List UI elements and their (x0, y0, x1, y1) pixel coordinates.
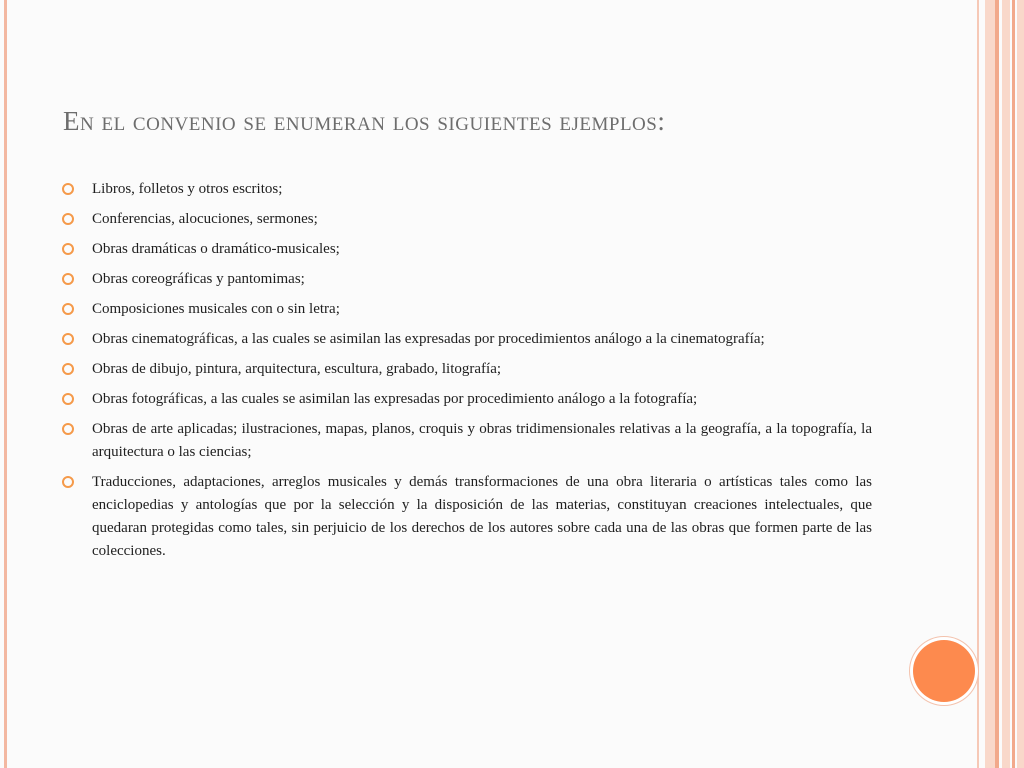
slide-title: En el convenio se enumeran los siguientes ejemplos: (63, 106, 666, 136)
right-decor-stripe (995, 0, 999, 768)
list-item (62, 208, 872, 231)
right-decor-stripe (1002, 0, 1010, 768)
list-item-text: Traducciones, adaptaciones, arreglos musicales y demás transformaciones de una obra literaria o artísticas tales como las enciclopedias y antologías que por la selección y la disposición de las materias, constituyan creaciones intelectuales, que quedaran protegidas como tales, sin perjuicio de los derechos de los autores sobre cada una de las obras que formen parte de las colecciones. (92, 474, 872, 559)
list-item-text: Obras dramáticas o dramático-musicales; (92, 241, 340, 257)
bullet-circle-icon (62, 476, 74, 488)
right-decor-stripe (1017, 0, 1024, 768)
bullet-circle-icon (62, 423, 74, 435)
right-decor-stripe (985, 0, 995, 768)
list-item-text: Obras fotográficas, a las cuales se asimilan las expresadas por procedimiento análogo a la fotografía; (92, 391, 698, 407)
list-item-text: Libros, folletos y otros escritos; (92, 181, 283, 197)
list-item (62, 238, 872, 261)
list-item (62, 358, 872, 381)
list-item-text: Obras coreográficas y pantomimas; (92, 271, 305, 287)
bullet-circle-icon (62, 243, 74, 255)
left-decor-stripe (4, 0, 7, 768)
list-item-text: Obras de arte aplicadas; ilustraciones, mapas, planos, croquis y obras tridimensionales relativas a la geografía, a la topografía, la arquitectura o las ciencias; (92, 421, 872, 460)
list-item (62, 328, 872, 351)
bullet-circle-icon (62, 393, 74, 405)
list-item (62, 298, 872, 321)
bullet-circle-icon (62, 213, 74, 225)
right-decor-stripe (977, 0, 979, 768)
bullet-circle-icon (62, 183, 74, 195)
list-item (62, 418, 872, 464)
bullet-circle-icon (62, 333, 74, 345)
list-item-text: Conferencias, alocuciones, sermones; (92, 211, 318, 227)
list-item-text: Obras cinematográficas, a las cuales se asimilan las expresadas por procedimientos análogo a la cinematografía; (92, 331, 765, 347)
bullet-circle-icon (62, 303, 74, 315)
list-item (62, 178, 872, 201)
list-item-text: Obras de dibujo, pintura, arquitectura, escultura, grabado, litografía; (92, 361, 502, 377)
bullet-list (62, 178, 872, 570)
decorative-orange-circle (913, 640, 975, 702)
list-item (62, 268, 872, 291)
right-decor-stripe (1012, 0, 1015, 768)
bullet-circle-icon (62, 363, 74, 375)
list-item-text: Composiciones musicales con o sin letra; (92, 301, 340, 317)
bullet-circle-icon (62, 273, 74, 285)
list-item (62, 388, 872, 411)
list-item (62, 471, 872, 563)
